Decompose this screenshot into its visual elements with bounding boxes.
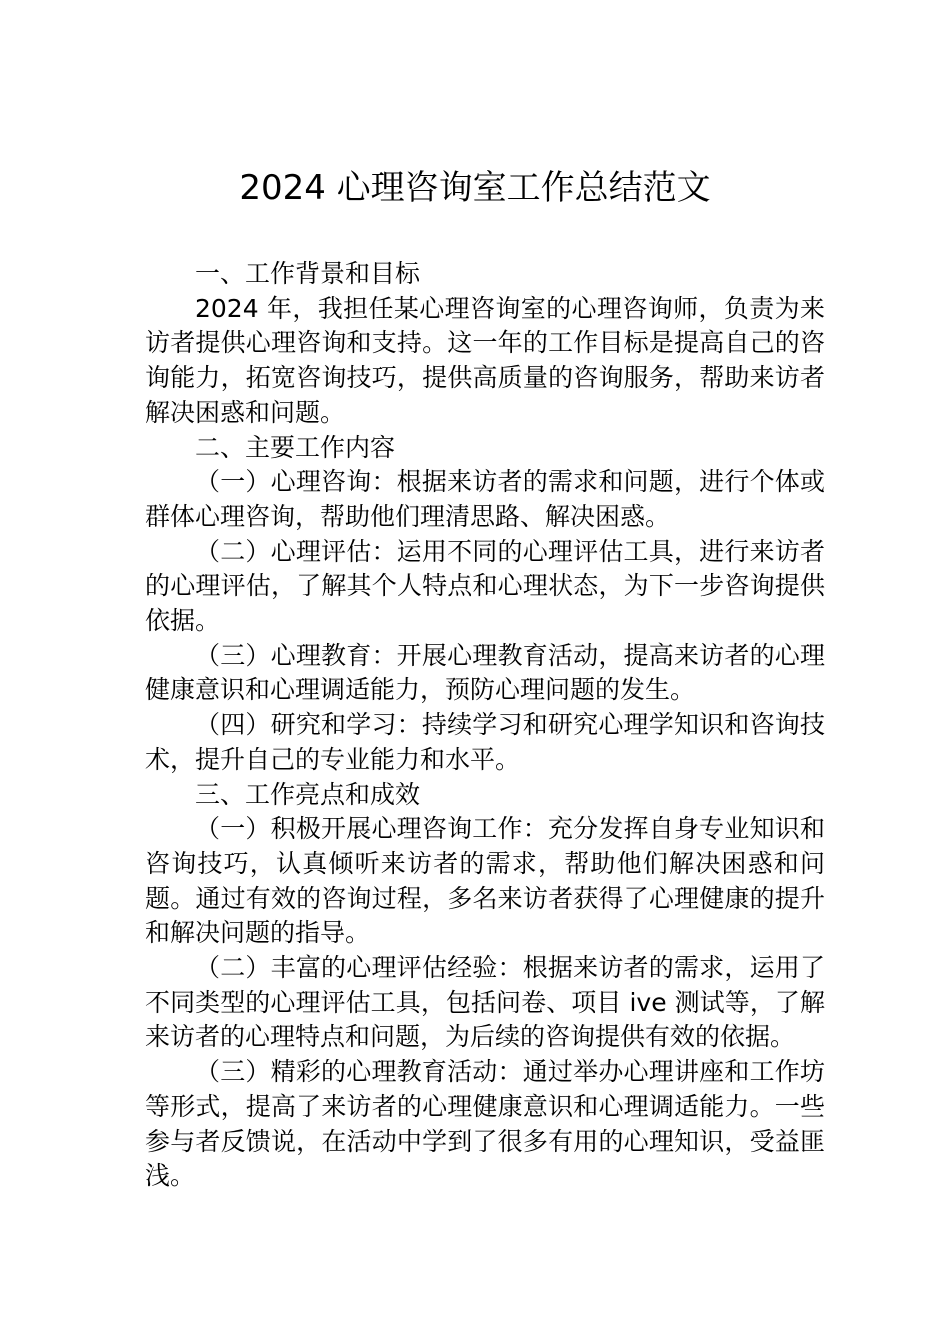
section-heading-1: 一、工作背景和目标 <box>195 259 421 288</box>
paragraph-highlight-education: （三）精彩的心理教育活动：通过举办心理讲座和工作坊等形式，提高了来访者的心理健康意识和心理调适能力。一些参与者反馈说，在活动中学到了很多有用的心理知识，受益匪浅。 <box>145 1057 825 1191</box>
paragraph-assessment: （二）心理评估：运用不同的心理评估工具，进行来访者的心理评估，了解其个人特点和心理状态，为下一步咨询提供依据。 <box>145 536 825 636</box>
paragraph-highlight-counseling: （一）积极开展心理咨询工作：充分发挥自身专业知识和咨询技巧，认真倾听来访者的需求，帮助他们解决困惑和问题。通过有效的咨询过程，多名来访者获得了心理健康的提升和解决问题的指导。 <box>145 814 825 948</box>
document-title: 2024 心理咨询室工作总结范文 <box>239 168 711 208</box>
section-heading-3: 三、工作亮点和成效 <box>195 779 421 809</box>
paragraph-education: （三）心理教育：开展心理教育活动，提高来访者的心理健康意识和心理调适能力，预防心理问题的发生。 <box>145 640 825 705</box>
section-heading-2: 二、主要工作内容 <box>195 432 396 462</box>
paragraph-research: （四）研究和学习：持续学习和研究心理学知识和咨询技术，提升自己的专业能力和水平。 <box>145 710 825 774</box>
paragraph-highlight-assessment: （二）丰富的心理评估经验：根据来访者的需求，运用了不同类型的心理评估工具，包括问卷、项目 ive 测试等，了解来访者的心理特点和问题，为后续的咨询提供有效的依据。 <box>145 953 825 1052</box>
paragraph-background: 2024 年，我担任某心理咨询室的心理咨询师，负责为来访者提供心理咨询和支持。这一年的工作目标是提高自己的咨询能力，拓宽咨询技巧，提供高质量的咨询服务，帮助来访者解决困惑和问题。 <box>145 293 825 427</box>
document-body <box>145 257 825 1194</box>
paragraph-counseling: （一）心理咨询：根据来访者的需求和问题，进行个体或群体心理咨询，帮助他们理清思路、解决困惑。 <box>145 467 825 531</box>
